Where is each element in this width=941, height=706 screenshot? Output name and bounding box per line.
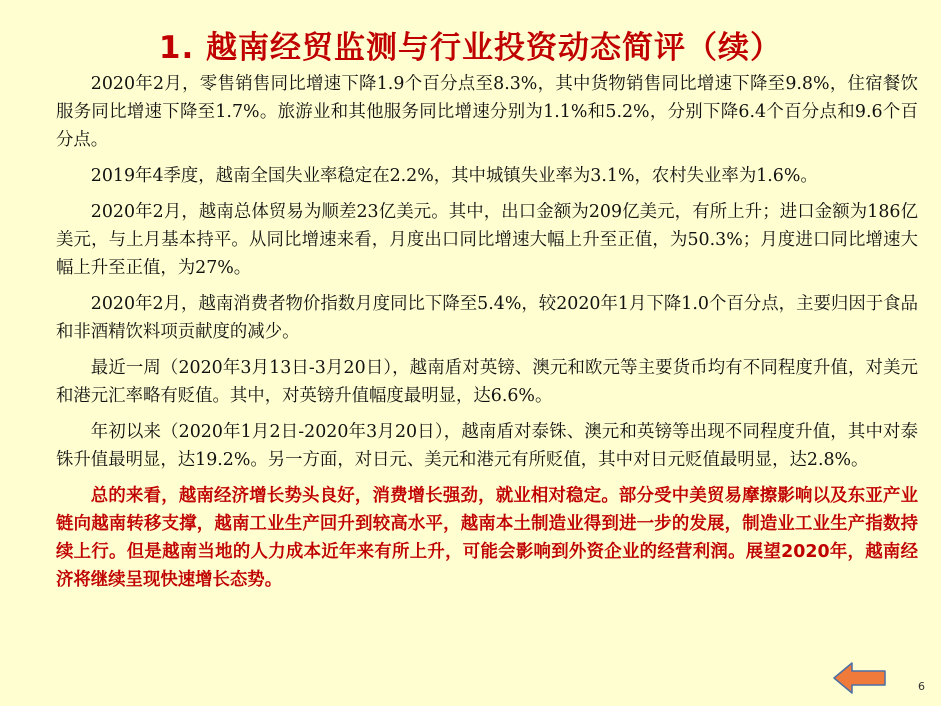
paragraph-retail-sales: 2020年2月，零售销售同比增速下降1.9个百分点至8.3%，其中货物销售同比增速下降至9.8%，住宿餐饮服务同比增速下降至1.7%。旅游业和其他服务同比增速分别为1.1%和5.2%，分别下降6.4个百分点和9.6个百分点。 xyxy=(56,74,918,150)
paragraph-fx-ytd: 年初以来（2020年1月2日-2020年3月20日），越南盾对泰铢、澳元和英镑等出现不同程度升值，其中对泰铢升值最明显，达19.2%。另一方面，对日元、美元和港元有所贬值，其中对日元贬值最明显，达2.8%。 xyxy=(56,422,918,470)
page-number: 6 xyxy=(918,680,925,693)
previous-slide-button[interactable] xyxy=(832,661,888,695)
slide-title: 1. 越南经贸监测与行业投资动态简评（续） xyxy=(158,30,783,66)
paragraph-summary: 总的来看，越南经济增长势头良好，消费增长强劲，就业相对稳定。部分受中美贸易摩擦影响以及东亚产业链向越南转移支撑，越南工业生产回升到较高水平，越南本土制造业得到进一步的发展，制造业工业生产指数持续上行。但是越南当地的人力成本近年来有所上升，可能会影响到外资企业的经营利润。展望2020年，越南经济将继续呈现快速增长态势。 xyxy=(56,486,918,590)
paragraph-fx-week: 最近一周（2020年3月13日-3月20日），越南盾对英镑、澳元和欧元等主要货币均有不同程度升值，对美元和港元汇率略有贬值。其中，对英镑升值幅度最明显，达6.6%。 xyxy=(56,358,918,406)
paragraph-unemployment: 2019年4季度，越南全国失业率稳定在2.2%，其中城镇失业率为3.1%，农村失业率为1.6%。 xyxy=(90,166,818,186)
left-arrow-icon xyxy=(832,661,888,695)
paragraph-trade: 2020年2月，越南总体贸易为顺差23亿美元。其中，出口金额为209亿美元，有所上升；进口金额为186亿美元，与上月基本持平。从同比增速来看，月度出口同比增速大幅上升至正值，为50.3%；月度进口同比增速大幅上升至正值，为27%。 xyxy=(56,202,918,278)
slide-body xyxy=(56,70,918,602)
paragraph-cpi: 2020年2月，越南消费者物价指数月度同比下降至5.4%，较2020年1月下降1.0个百分点，主要归因于食品和非酒精饮料项贡献度的减少。 xyxy=(56,294,918,342)
